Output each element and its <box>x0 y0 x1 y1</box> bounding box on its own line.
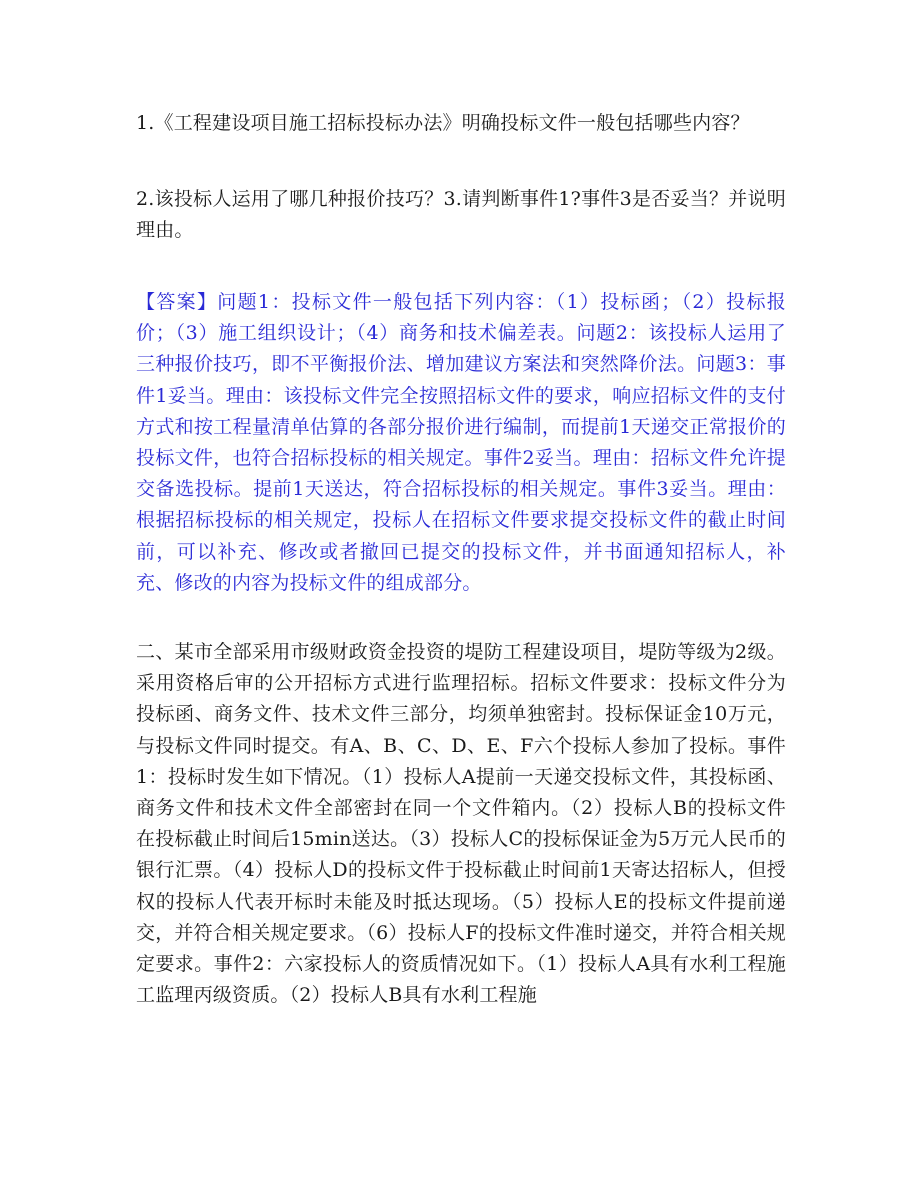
case-description: 二、某市全部采用市级财政资金投资的堤防工程建设项目，堤防等级为2级。采用资格后审的公开招标方式进行监理招标。招标文件要求：投标文件分为投标函、商务文件、技术文件三部分，均须单独密封。投标保证金10万元，与投标文件同时提交。有A、B、C、D、E、F六个投标人参加了投标。事件1：投标时发生如下情况。（1）投标人A提前一天递交投标文件，其投标函、商务文件和技术文件全部密封在同一个文件箱内。（2）投标人B的投标文件在投标截止时间后15min送达。（3）投标人C的投标保证金为5万元人民币的银行汇票。（4）投标人D的投标文件于投标截止时间前1天寄达招标人，但授权的投标人代表开标时未能及时抵达现场。（5）投标人E的投标文件提前递交，并符合相关规定要求。（6）投标人F的投标文件准时递交，并符合相关规定要求。事件2：六家投标人的资质情况如下。（1）投标人A具有水利工程施工监理丙级资质。（2）投标人B具有水利工程施 <box>136 641 786 1007</box>
question-1: 1.《工程建设项目施工招标投标办法》明确投标文件一般包括哪些内容？ <box>136 112 750 134</box>
answer-paragraph: 【答案】问题1：投标文件一般包括下列内容：（1）投标函；（2）投标报价；（3）施工组织设计；（4）商务和技术偏差表。问题2：该投标人运用了三种报价技巧，即不平衡报价法、增加建议方案法和突然降价法。问题3：事件1妥当。理由：该投标文件完全按照招标文件的要求，响应招标文件的支付方式和按工程量清单估算的各部分报价进行编制，而提前1天递交正常报价的投标文件，也符合招标投标的相关规定。事件2妥当。理由：招标文件允许提交备选投标。提前1天送达，符合招标投标的相关规定。事件3妥当。理由：根据招标投标的相关规定，投标人在招标文件要求提交投标文件的截止时间前，可以补充、修改或者撤回已提交的投标文件，并书面通知招标人，补充、修改的内容为投标文件的组成部分。 <box>136 291 786 594</box>
question-2-3: 2.该投标人运用了哪几种报价技巧？3.请判断事件1?事件3是否妥当？并说明理由。 <box>136 188 786 242</box>
